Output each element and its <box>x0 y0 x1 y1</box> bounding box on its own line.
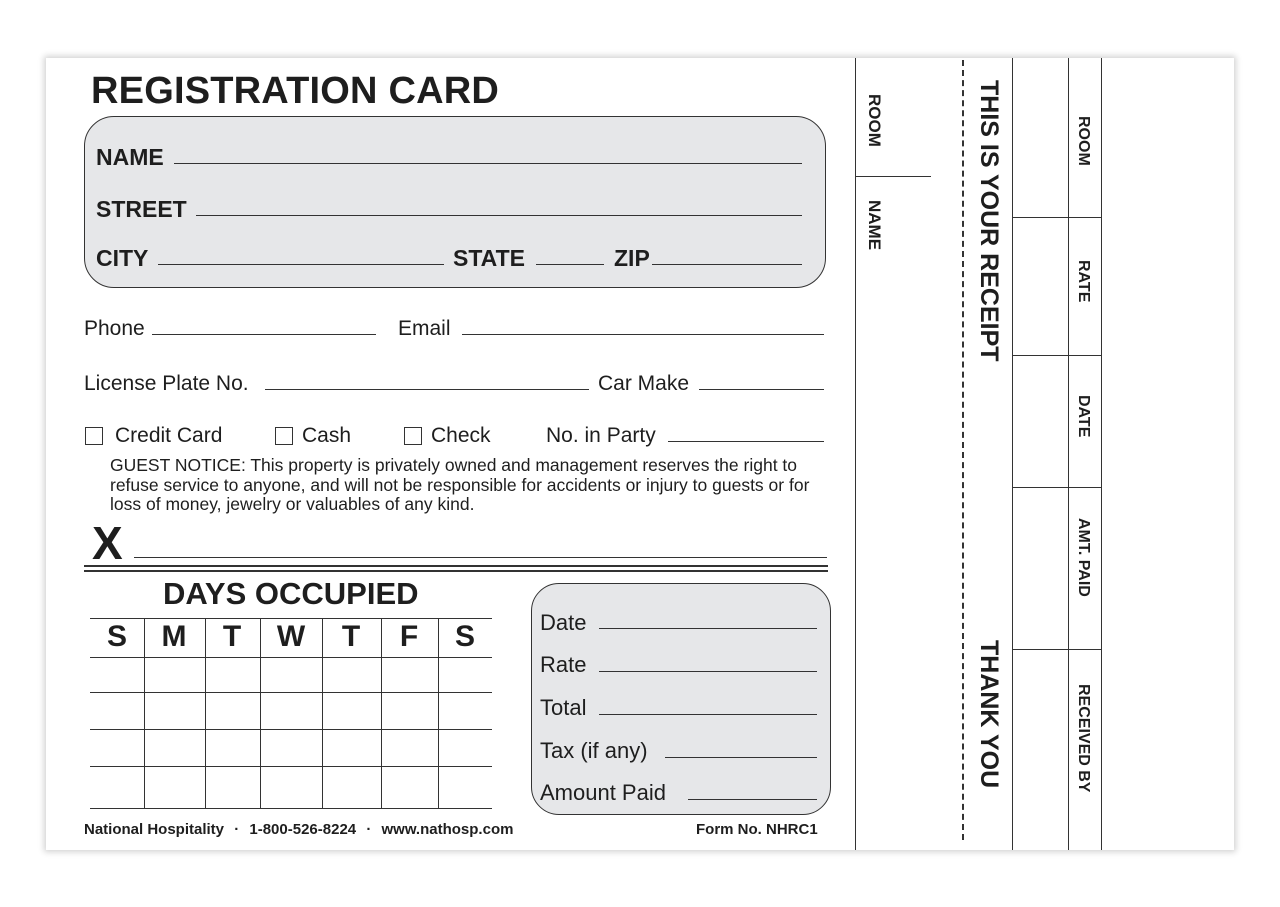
day-header-thu: T <box>341 620 361 653</box>
page-title: REGISTRATION CARD <box>91 70 500 112</box>
receipt-received-by-field[interactable] <box>1014 651 1066 848</box>
total-label: Total <box>540 695 587 720</box>
receipt-border <box>1012 58 1013 850</box>
license-plate-label: License Plate No. <box>84 372 249 395</box>
city-field[interactable] <box>158 264 444 265</box>
street-label: STREET <box>96 196 187 222</box>
company-phone: 1-800-526-8224 <box>249 821 357 838</box>
day-header-tue: T <box>222 620 242 653</box>
cash-label: Cash <box>302 424 352 447</box>
footer-info: National Hospitality · 1-800-526-8224 · www.nathosp.com <box>84 821 514 838</box>
party-label: No. in Party <box>546 424 656 447</box>
receipt-date-label: DATE <box>1075 395 1092 438</box>
rate-field[interactable] <box>599 671 817 672</box>
perforation-line <box>962 60 964 840</box>
rate-label: Rate <box>540 652 587 677</box>
receipt-room-label: ROOM <box>1075 116 1092 166</box>
day-header-wed: W <box>276 620 306 653</box>
check-label: Check <box>431 424 491 447</box>
email-field[interactable] <box>462 334 824 335</box>
day-header-fri: F <box>399 620 419 653</box>
receipt-heading: THIS IS YOUR RECEIPT <box>975 80 1003 362</box>
receipt-room-field[interactable] <box>1014 60 1066 216</box>
car-make-field[interactable] <box>699 389 824 390</box>
guest-notice: GUEST NOTICE: This property is privately owned and management reserves the right to refuse service to anyone, and will not be responsible for accidents or injury to guests or for loss of money, jewelry or valuables of any kind. <box>110 455 810 514</box>
name-field[interactable] <box>174 163 802 164</box>
divider <box>84 570 828 572</box>
amount-paid-field[interactable] <box>688 799 817 800</box>
receipt-date-field[interactable] <box>1014 357 1066 486</box>
zip-label: ZIP <box>614 245 650 271</box>
license-plate-field[interactable] <box>265 389 589 390</box>
form-number: Form No. NHRC1 <box>696 821 818 838</box>
tax-label: Tax (if any) <box>540 738 648 763</box>
credit-card-label: Credit Card <box>115 424 223 447</box>
name-label: NAME <box>96 144 164 170</box>
receipt-col-divider <box>1068 58 1069 850</box>
amount-paid-label: Amount Paid <box>540 780 666 805</box>
phone-field[interactable] <box>152 334 376 335</box>
date-field[interactable] <box>599 628 817 629</box>
signature-mark: X <box>92 517 123 569</box>
date-label: Date <box>540 610 587 635</box>
stub-name-label: NAME <box>865 200 884 251</box>
total-field[interactable] <box>599 714 817 715</box>
receipt-amt-paid-field[interactable] <box>1014 489 1066 648</box>
divider <box>84 565 828 567</box>
receipt-border-right <box>1101 58 1102 850</box>
signature-field[interactable] <box>134 557 827 558</box>
zip-field[interactable] <box>652 264 802 265</box>
company-website: www.nathosp.com <box>381 821 514 838</box>
receipt-thank-you: THANK YOU <box>975 640 1003 789</box>
day-header-mon: M <box>161 620 187 653</box>
stub-divider <box>855 176 931 177</box>
city-label: CITY <box>96 245 149 271</box>
cash-checkbox[interactable] <box>275 427 293 445</box>
street-field[interactable] <box>196 215 802 216</box>
tax-field[interactable] <box>665 757 817 758</box>
receipt-rate-label: RATE <box>1075 260 1092 303</box>
credit-card-checkbox[interactable] <box>85 427 103 445</box>
receipt-amt-paid-label: AMT. PAID <box>1075 518 1092 597</box>
day-header-sun: S <box>106 620 127 653</box>
state-field[interactable] <box>536 264 604 265</box>
phone-label: Phone <box>84 317 145 340</box>
state-label: STATE <box>453 245 525 271</box>
receipt-received-by-label: RECEIVED BY <box>1075 684 1092 793</box>
email-label: Email <box>398 317 451 340</box>
stub-room-label: ROOM <box>865 94 884 147</box>
car-make-label: Car Make <box>598 372 690 395</box>
days-occupied-title: DAYS OCCUPIED <box>163 576 419 611</box>
registration-card <box>46 58 1234 850</box>
day-header-sat: S <box>454 620 475 653</box>
company-name: National Hospitality <box>84 821 225 838</box>
receipt-rate-field[interactable] <box>1014 219 1066 354</box>
check-checkbox[interactable] <box>404 427 422 445</box>
party-field[interactable] <box>668 441 824 442</box>
